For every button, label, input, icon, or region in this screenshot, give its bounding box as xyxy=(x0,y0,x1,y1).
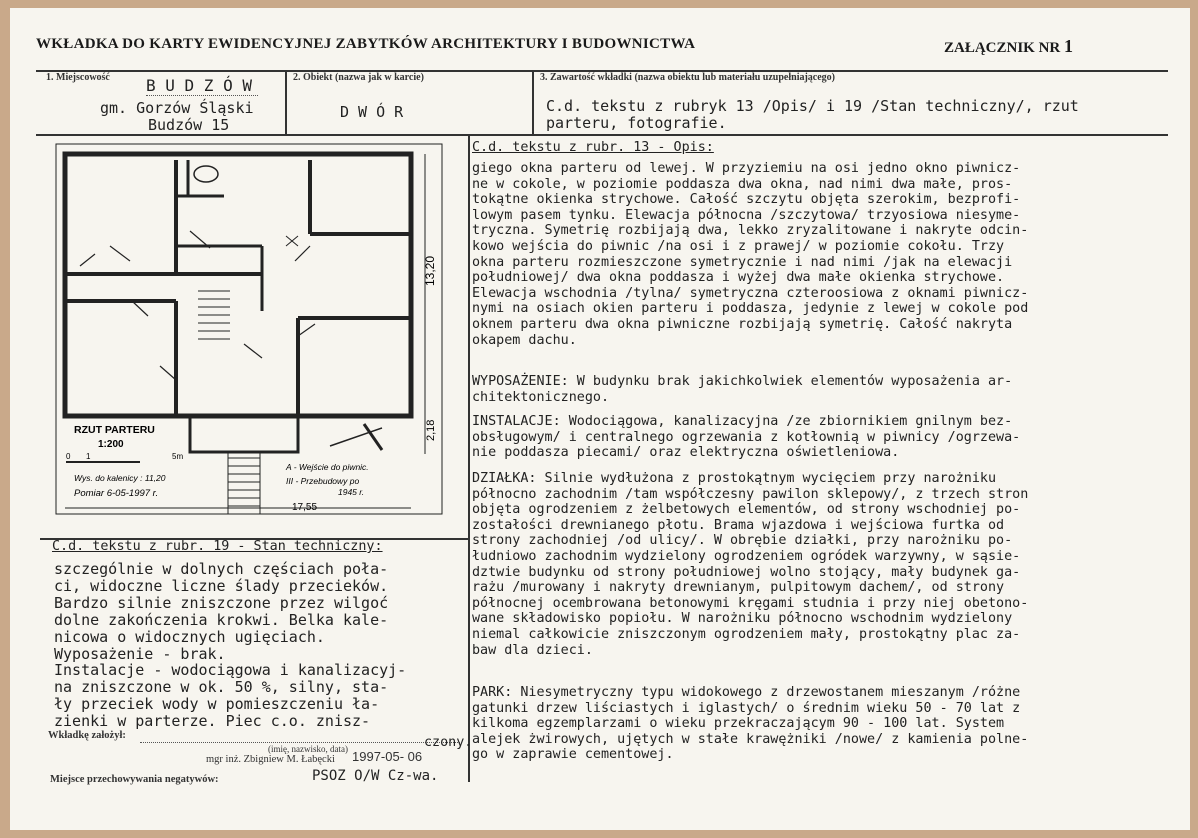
negatywy-value: PSOZ O/W Cz-wa. xyxy=(312,768,439,784)
field2-label: 2. Obiekt (nazwa jak w karcie) xyxy=(293,72,424,83)
text-line: objęta ogrodzeniem z żelbetowych elementów, od strony wschodniej po- xyxy=(472,502,1021,518)
text-line: ne w cokole, w poziomie poddasza dwa okna, nad nimi dwa małe, pros- xyxy=(472,176,1013,192)
text-line: Bardzo silnie zniszczone przez wilgoć xyxy=(54,593,389,612)
text-line: wane składowisko popiołu. W narożniku północno wschodnim wydzielony xyxy=(472,611,1013,627)
text-line: szczególnie w dolnych częściach poła- xyxy=(54,560,389,578)
author-date: 1997-05- 06 xyxy=(352,749,423,764)
opis-heading: C.d. tekstu z rubr. 13 - Opis: xyxy=(472,140,714,155)
text-line: ci, widoczne liczne ślady przecieków. xyxy=(54,576,389,595)
text-line: ły przeciek wody w pomieszczeniu ła- xyxy=(54,695,380,714)
text-line: chitektonicznego. xyxy=(472,389,610,405)
text-line: dolne zakończenia krokwi. Belka kale- xyxy=(54,610,389,629)
scale-0: 0 xyxy=(66,452,71,461)
plan-note-date: Pomiar 6-05-1997 r. xyxy=(74,488,159,499)
text-line: kilkoma egzemplarzami o wieku przekraczającym 90 - 100 lat. System xyxy=(472,716,1005,732)
text-line: dztwie budynku od strony południowej wolno stojący, mały budynek ga- xyxy=(472,564,1021,580)
text-line: okna parteru rozmieszczone symetrycznie i nad nimi /jak na elewacji xyxy=(472,254,1013,270)
field-divider-2 xyxy=(532,70,534,134)
text-line: alejek żwirowych, ujętych w stałe krawężniki /nowe/ z kamienia polne- xyxy=(472,731,1029,747)
field2-value: D W Ó R xyxy=(340,103,404,121)
negatywy-label: Miejsce przechowywania negatywów: xyxy=(50,774,219,785)
field3-line1: C.d. tekstu z rubryk 13 /Opis/ i 19 /Stan techniczny/, rzut xyxy=(546,97,1079,115)
text-line: tryczna. Symetrię rozbijają dwa, lekko zryzalitowane i nakryte odcin- xyxy=(472,223,1029,239)
main-divider xyxy=(468,134,470,782)
text-line: go w zaprawie cementowej. xyxy=(472,747,674,763)
scale-5: 5m xyxy=(172,452,184,461)
plan-stairs xyxy=(198,291,230,339)
text-line: WYPOSAŻENIE: W budynku brak jakichkolwiek elementów wyposażenia ar- xyxy=(472,374,1013,389)
text-line: PARK: Niesymetryczny typu widokowego z drzewostanem mieszanym /różne xyxy=(472,685,1021,700)
text-line: gatunki drzew liściastych i iglastych/ o średnim wieku 50 - 70 lat z xyxy=(472,700,1021,716)
text-line: zostałości drewnianego płotu. Brama wjazdowa i wejściowa furtka od xyxy=(472,517,1005,533)
plan-bathtub xyxy=(194,166,218,182)
plan-note-height: Wys. do kalenicy : 11,20 xyxy=(74,473,166,483)
field3-line2: parteru, fotografie. xyxy=(546,114,727,132)
text-line: giego okna parteru od lewej. W przyziemiu na osi jedno okno piwnicz- xyxy=(472,161,1021,176)
author-name: mgr inż. Zbigniew M. Łabęcki xyxy=(206,754,335,765)
text-line: łudniowo zachodnim wydzielony ogrodzeniem ogródek warzywny, w sąsie- xyxy=(472,548,1021,564)
name-label: (imię, nazwisko, data) xyxy=(268,744,348,754)
field1-label: 1. Miejscowość xyxy=(46,72,110,83)
zalozyl-label: Wkładkę założył: xyxy=(48,730,126,741)
plan-legend-c: 1945 r. xyxy=(338,487,365,497)
dzialka-section xyxy=(472,471,1028,658)
field3-label: 3. Zawartość wkładki (nazwa obiektu lub materiału uzupełniającego) xyxy=(540,72,836,83)
text-line: tokątne okienka strychowe. Całość szczytu objęta szerokim, bezprofi- xyxy=(472,192,1021,208)
plan-dim-small: 2,18 xyxy=(425,419,437,441)
north-arrow xyxy=(364,424,382,450)
text-line: obsługowym/ i centralnego ogrzewania z kotłownią w piwnicy /ogrzewa- xyxy=(472,429,1021,445)
text-line: lowym pasem tynku. Elewacja północna /szczytowa/ trzyosiowa niesyme- xyxy=(472,207,1021,223)
card-title: WKŁADKA DO KARTY EWIDENCYJNEJ ZABYTKÓW ARCHITEKTURY I BUDOWNICTWA xyxy=(36,36,696,52)
field1-line2: gm. Gorzów Śląski xyxy=(100,99,254,117)
opis-body xyxy=(472,161,1028,348)
wyposazenie-section xyxy=(472,374,1012,405)
text-line: oknem parteru dwa okna piwniczne rozbijają symetrię. Całość nakryta xyxy=(472,316,1013,332)
text-line: nymi na osiach okien parteru i poddasza, jedynie z lewej w cokole pod xyxy=(472,301,1029,317)
text-line: zienki w parterze. Piec c.o. znisz- xyxy=(54,712,371,731)
plan-entrance xyxy=(190,416,298,452)
plan-legend-b: III - Przebudowy po xyxy=(286,476,360,486)
text-line: okapem dachu. xyxy=(472,332,577,348)
stan-last-line: czony. xyxy=(424,735,473,750)
text-line: rażu /murowany i nakryty drewnianym, pulpitowym dachem/, od strony xyxy=(472,580,1005,596)
plan-scale: 1:200 xyxy=(98,439,124,450)
field-divider-1 xyxy=(285,70,287,134)
text-line: północnej ocembrowana betonowymi kręgami studnia i przy niej obetono- xyxy=(472,595,1029,611)
field1-value: B U D Z Ó W xyxy=(146,76,252,95)
floor-plan xyxy=(40,136,466,528)
text-line: strony zachodniej /od ulicy/. W obrębie działki, przy narożniku po- xyxy=(472,533,1013,549)
attachment-value: 1 xyxy=(1064,36,1074,56)
text-line: północno zachodnim /tam współczesny pawilon sklepowy/, z trzech stron xyxy=(472,486,1029,502)
field1-underline xyxy=(146,95,258,96)
plan-dim-bottom: 17,55 xyxy=(292,502,318,513)
text-line: kowo wejścia do piwnic /na osi i z prawej/ w poziomie cokołu. Trzy xyxy=(472,238,1005,254)
text-line: nie poddasza piecami/ oraz elektryczna oświetleniowa. xyxy=(472,445,900,461)
stan-body xyxy=(54,561,406,730)
text-line: Wyposażenie - brak. xyxy=(54,644,226,663)
field1-line3: Budzów 15 xyxy=(148,116,230,134)
text-line: Instalacje - wodociągowa i kanalizacyj- xyxy=(54,661,407,680)
zalozyl-line xyxy=(140,742,460,743)
plan-dim-vertical: 13,20 xyxy=(423,255,437,286)
attachment-number xyxy=(944,36,1073,57)
text-line: DZIAŁKA: Silnie wydłużona z prostokątnym wycięciem przy narożniku xyxy=(472,471,997,486)
plan-outer-wall xyxy=(65,154,411,416)
plan-title: RZUT PARTERU xyxy=(74,424,155,436)
plan-entrance-steps xyxy=(228,452,260,514)
attachment-label: ZAŁĄCZNIK NR xyxy=(944,40,1061,56)
plan-legend-a: A - Wejście do piwnic. xyxy=(286,462,369,472)
park-section xyxy=(472,685,1028,763)
instalacje-section xyxy=(472,414,1020,461)
text-line: nicowa o widocznych ugięciach. xyxy=(54,627,325,646)
text-line: baw dla dzieci. xyxy=(472,642,593,658)
scale-1: 1 xyxy=(86,452,91,461)
plan-door-swings xyxy=(80,231,315,380)
text-line: Elewacja wschodnia /tylna/ symetryczna czteroosiowa z oknami piwnicz- xyxy=(472,285,1029,301)
text-line: na zniszczone w ok. 50 %, silny, sta- xyxy=(54,678,389,697)
text-line: południowej/ dwa okna poddasza i wyżej dwa małe okienka strychowe. xyxy=(472,270,1005,286)
text-line: niemal całkowicie zniszczonym ogrodzeniem mały, prostokątny plac za- xyxy=(472,626,1021,642)
text-line: INSTALACJE: Wodociągowa, kanalizacyjna /ze zbiornikiem gnilnym bez- xyxy=(472,414,1013,429)
stan-heading: C.d. tekstu z rubr. 19 - Stan techniczny: xyxy=(52,539,383,554)
